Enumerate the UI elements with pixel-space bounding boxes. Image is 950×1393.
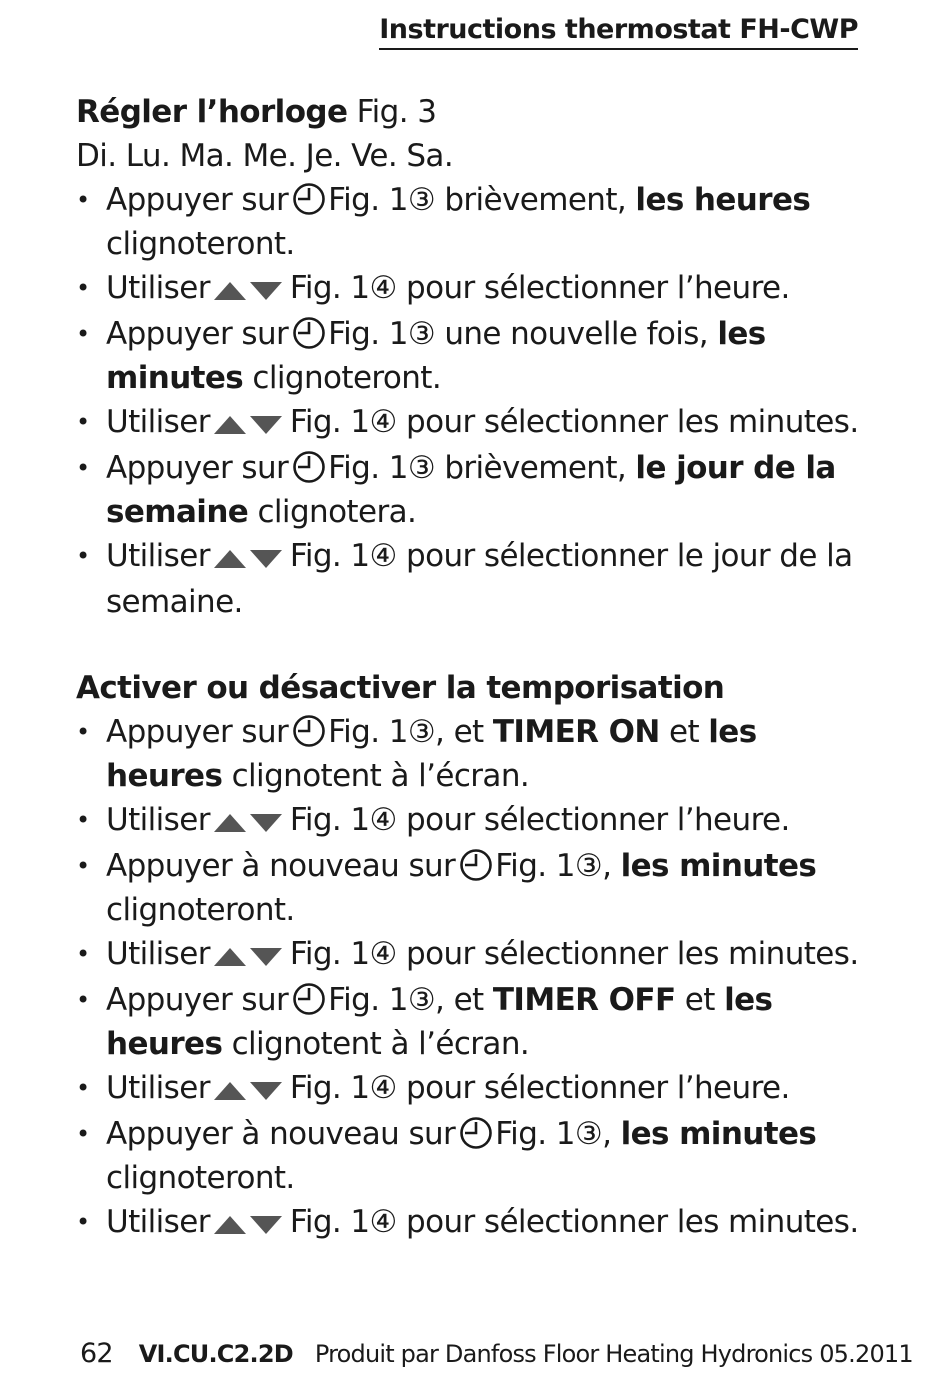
- item-bold-text: TIMER OFF: [492, 982, 676, 1018]
- down-arrow-icon: [250, 1216, 282, 1234]
- item-text: clignotent à l’écran.: [222, 1026, 530, 1062]
- item-text: Fig. 1④ pour sélectionner l’heure.: [289, 802, 790, 838]
- item-text: et: [675, 982, 725, 1018]
- timer-instructions-list: [76, 710, 876, 1246]
- up-down-arrows-icon: [214, 1202, 286, 1246]
- up-down-arrows-icon: [214, 800, 286, 844]
- list-item: [76, 932, 876, 978]
- item-text: Fig. 1④ pour sélectionner les minutes.: [289, 404, 859, 440]
- list-item: [76, 978, 876, 1066]
- clock-icon: [292, 714, 326, 748]
- page-footer: [80, 1338, 913, 1369]
- section-heading-clock: [76, 90, 876, 134]
- page-number: 62: [80, 1338, 113, 1369]
- item-text: Utiliser: [106, 1070, 210, 1106]
- clock-icon: [459, 1116, 493, 1150]
- item-text: clignotera.: [248, 494, 417, 530]
- item-text: Fig. 1③, et: [328, 714, 493, 750]
- list-item: [76, 446, 876, 534]
- item-text: Fig. 1③,: [495, 848, 621, 884]
- heading-bold: Régler l’horloge: [76, 94, 348, 130]
- down-arrow-icon: [250, 1082, 282, 1100]
- down-arrow-icon: [250, 948, 282, 966]
- list-item: [76, 710, 876, 798]
- up-down-arrows-icon: [214, 536, 286, 580]
- item-text: Fig. 1③ brièvement,: [328, 182, 636, 218]
- clock-icon: [292, 316, 326, 350]
- list-item: [76, 266, 876, 312]
- item-text: Appuyer à nouveau sur: [106, 1116, 456, 1152]
- item-text: et: [659, 714, 709, 750]
- item-text: Fig. 1③ brièvement,: [328, 450, 636, 486]
- up-arrow-icon: [214, 948, 246, 966]
- clock-icon: [292, 982, 326, 1016]
- item-text: Utiliser: [106, 270, 210, 306]
- item-text: Utiliser: [106, 1204, 210, 1240]
- item-text: Fig. 1④ pour sélectionner les minutes.: [289, 1204, 859, 1240]
- weekday-list: Di. Lu. Ma. Me. Je. Ve. Sa.: [76, 138, 454, 174]
- up-down-arrows-icon: [214, 402, 286, 446]
- up-down-arrows-icon: [214, 1068, 286, 1112]
- item-bold-text: TIMER ON: [492, 714, 660, 750]
- item-text: Utiliser: [106, 802, 210, 838]
- up-arrow-icon: [214, 1216, 246, 1234]
- item-bold-text: le jour de la semaine: [106, 450, 836, 530]
- item-text: clignoteront.: [106, 1160, 295, 1196]
- down-arrow-icon: [250, 416, 282, 434]
- heading-bold: Activer ou désactiver la temporisation: [76, 670, 725, 706]
- list-item: [76, 1066, 876, 1112]
- list-item: [76, 178, 876, 266]
- document-body: [76, 90, 876, 1246]
- list-item: [76, 534, 876, 624]
- up-arrow-icon: [214, 814, 246, 832]
- item-text: Appuyer sur: [106, 182, 289, 218]
- item-bold-text: les heures: [106, 714, 757, 794]
- up-down-arrows-icon: [214, 934, 286, 978]
- item-text: clignoteront.: [106, 892, 295, 928]
- item-bold-text: les minutes: [620, 848, 817, 884]
- item-text: Appuyer sur: [106, 714, 289, 750]
- item-bold-text: les minutes: [106, 316, 766, 396]
- document-header-title: Instructions thermostat FH-CWP: [379, 14, 858, 50]
- item-text: Fig. 1③, et: [328, 982, 493, 1018]
- up-arrow-icon: [214, 1082, 246, 1100]
- list-item: [76, 798, 876, 844]
- up-arrow-icon: [214, 416, 246, 434]
- list-item: [76, 400, 876, 446]
- up-arrow-icon: [214, 282, 246, 300]
- list-item: [76, 844, 876, 932]
- item-text: Fig. 1④ pour sélectionner l’heure.: [289, 1070, 790, 1106]
- item-text: Appuyer sur: [106, 450, 289, 486]
- item-text: Fig. 1③,: [495, 1116, 621, 1152]
- item-text: Appuyer à nouveau sur: [106, 848, 456, 884]
- item-text: clignoteront.: [106, 226, 295, 262]
- down-arrow-icon: [250, 282, 282, 300]
- section-heading-timer: [76, 666, 876, 710]
- item-bold-text: les heures: [106, 982, 773, 1062]
- item-text: Fig. 1④ pour sélectionner le jour de la semaine.: [106, 538, 853, 620]
- clock-icon: [292, 182, 326, 216]
- clock-icon: [459, 848, 493, 882]
- up-down-arrows-icon: [214, 268, 286, 312]
- clock-instructions-list: [76, 178, 876, 624]
- list-item: [76, 1112, 876, 1200]
- publisher-text: Produit par Danfoss Floor Heating Hydronics 05.2011: [314, 1340, 913, 1368]
- item-text: clignotent à l’écran.: [222, 758, 530, 794]
- item-text: Utiliser: [106, 538, 210, 574]
- down-arrow-icon: [250, 550, 282, 568]
- item-bold-text: les heures: [635, 182, 811, 218]
- list-item: [76, 312, 876, 400]
- down-arrow-icon: [250, 814, 282, 832]
- item-text: Fig. 1④ pour sélectionner les minutes.: [289, 936, 859, 972]
- item-text: clignoteront.: [243, 360, 442, 396]
- up-arrow-icon: [214, 550, 246, 568]
- item-bold-text: les minutes: [620, 1116, 817, 1152]
- heading-figure-ref: Fig. 3: [347, 94, 437, 130]
- list-item: [76, 1200, 876, 1246]
- item-text: Fig. 1④ pour sélectionner l’heure.: [289, 270, 790, 306]
- item-text: Appuyer sur: [106, 982, 289, 1018]
- item-text: Fig. 1③ une nouvelle fois,: [328, 316, 718, 352]
- item-text: Utiliser: [106, 404, 210, 440]
- item-text: Appuyer sur: [106, 316, 289, 352]
- document-code: VI.CU.C2.2D: [138, 1340, 293, 1368]
- clock-icon: [292, 450, 326, 484]
- item-text: Utiliser: [106, 936, 210, 972]
